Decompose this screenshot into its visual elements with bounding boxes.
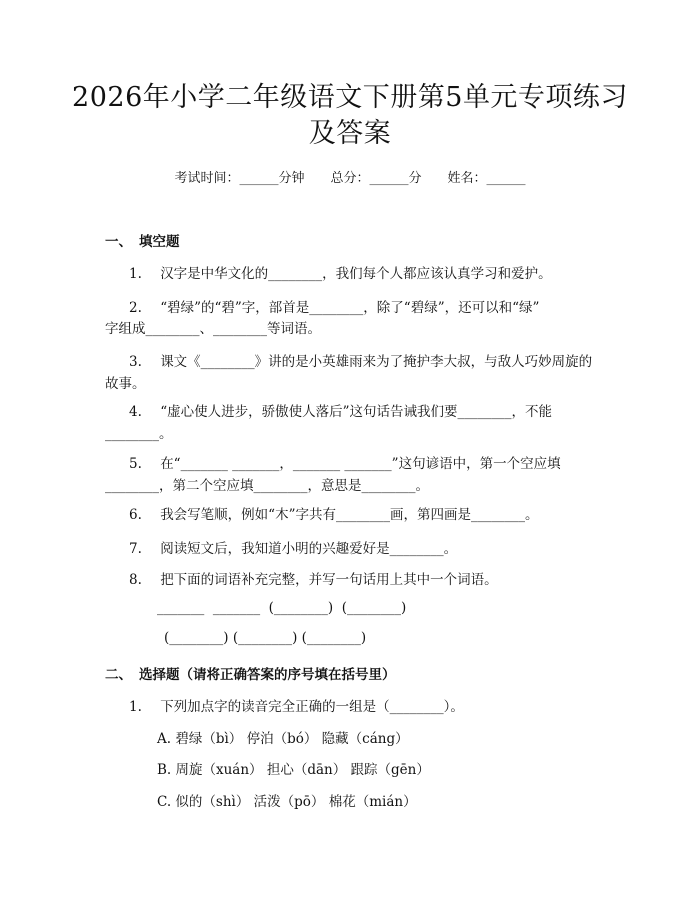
question-text: “碧绿”的“碧”字，部首是________，除了“碧绿”，还可以和“绿” bbox=[160, 300, 540, 316]
question-text: 在“_______ _______，_______ _______”这句谚语中，第一个空应填 bbox=[160, 456, 561, 472]
question-number: 2. bbox=[129, 300, 142, 316]
question-5 bbox=[129, 452, 561, 472]
exam-score: 总分：______分 bbox=[330, 171, 422, 186]
question-3 bbox=[129, 350, 592, 370]
question-text: 把下面的词语补充完整，并写一句话用上其中一个词语。 bbox=[160, 572, 498, 588]
question-2-cont: 字组成________、________等词语。 bbox=[105, 321, 321, 337]
question-1 bbox=[129, 262, 552, 282]
fill-blank-row-1: _______ _______ (________) (________) bbox=[157, 600, 407, 616]
question-5-cont: ________，第二个空应填________，意思是________。 bbox=[105, 478, 429, 494]
option-c: C. 似的（shì） 活泼（pō） 棉花（mián） bbox=[157, 794, 417, 810]
question-text: 阅读短文后，我知道小明的兴趣爱好是________。 bbox=[160, 541, 458, 557]
section-title: 填空题 bbox=[139, 234, 180, 250]
question-text: 下列加点字的读音完全正确的一组是（________）。 bbox=[160, 699, 464, 715]
section-number: 一、 bbox=[105, 234, 132, 250]
question-number: 6. bbox=[129, 507, 142, 523]
exam-meta bbox=[0, 167, 700, 186]
question-4-cont: ________。 bbox=[105, 426, 173, 442]
question-text: 我会写笔顺，例如“木”字共有________画，第四画是________。 bbox=[160, 507, 539, 523]
question-number: 5. bbox=[129, 456, 142, 472]
question-number: 3. bbox=[129, 354, 142, 370]
question-text: 汉字是中华文化的________，我们每个人都应该认真学习和爱护。 bbox=[160, 266, 552, 282]
question-6 bbox=[129, 503, 539, 523]
section-heading-fill bbox=[105, 230, 180, 250]
question-number: 1. bbox=[129, 266, 142, 282]
question-2 bbox=[129, 296, 539, 316]
fill-blank-row-2: (________) (________) (________) bbox=[164, 630, 367, 646]
question-number: 8. bbox=[129, 572, 142, 588]
section-number: 二、 bbox=[105, 667, 132, 683]
question-text: 课文《________》讲的是小英雄雨来为了掩护李大叔，与敌人巧妙周旋的 bbox=[160, 354, 593, 370]
section-heading-choice bbox=[105, 663, 396, 683]
exam-name: 姓名：______ bbox=[447, 171, 526, 186]
choice-question-1 bbox=[129, 695, 464, 715]
page-title: 2026年小学二年级语文下册第5单元专项练习及答案 bbox=[72, 82, 628, 149]
question-8 bbox=[129, 568, 498, 588]
question-4 bbox=[129, 400, 552, 420]
question-number: 4. bbox=[129, 404, 142, 420]
option-a: A. 碧绿（bì） 停泊（bó） 隐藏（cáng） bbox=[157, 731, 409, 747]
question-number: 1. bbox=[129, 699, 142, 715]
question-7 bbox=[129, 537, 457, 557]
question-3-cont: 故事。 bbox=[105, 376, 146, 392]
question-text: “虚心使人进步，骄傲使人落后”这句话告诫我们要________，不能 bbox=[160, 404, 552, 420]
option-b: B. 周旋（xuán） 担心（dān） 跟踪（gēn） bbox=[157, 762, 430, 778]
exam-time: 考试时间：______分钟 bbox=[174, 171, 305, 186]
section-title: 选择题（请将正确答案的序号填在括号里） bbox=[139, 667, 396, 683]
question-number: 7. bbox=[129, 541, 142, 557]
